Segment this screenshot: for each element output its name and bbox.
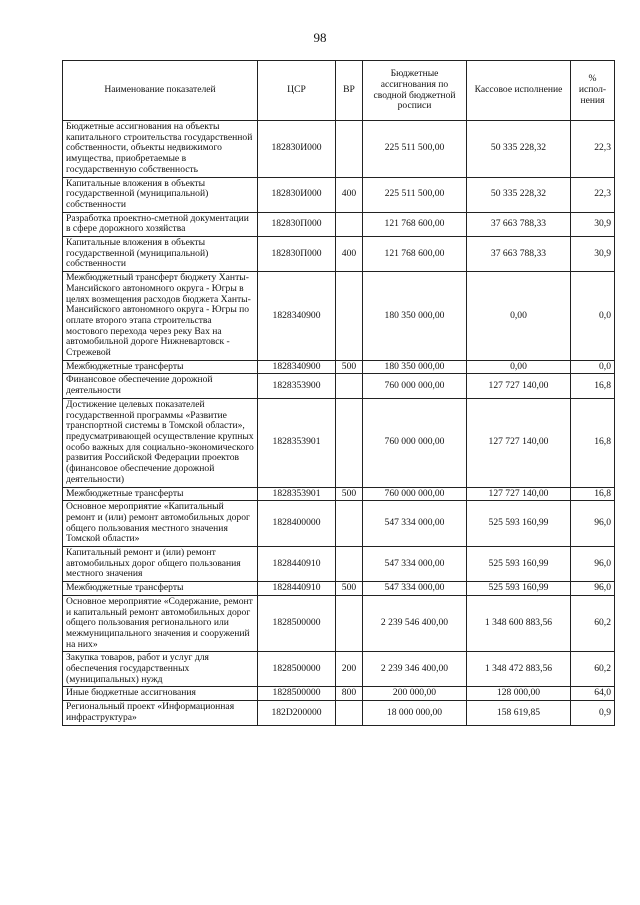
row-execution: 128 000,00: [467, 687, 571, 701]
row-vr: [336, 701, 363, 725]
row-name: Межбюджетные трансферты: [63, 582, 258, 596]
row-vr: 500: [336, 360, 363, 374]
row-csr: 1828340900: [258, 360, 336, 374]
row-name: Региональный проект «Информационная инфраструктура»: [63, 701, 258, 725]
row-name: Разработка проектно-сметной документации в сфере дорожного хозяйства: [63, 212, 258, 236]
row-vr: [336, 374, 363, 398]
row-execution: 1 348 600 883,56: [467, 595, 571, 652]
row-budget: 547 334 000,00: [363, 547, 467, 582]
row-percent: 60,2: [571, 595, 615, 652]
table-row: [63, 487, 615, 501]
row-budget: 180 350 000,00: [363, 360, 467, 374]
row-percent: 16,8: [571, 374, 615, 398]
row-csr: 1828500000: [258, 595, 336, 652]
row-name: Капитальные вложения в объекты государственной (муниципальной) собственности: [63, 237, 258, 272]
row-execution: 1 348 472 883,56: [467, 652, 571, 687]
row-csr: 1828440910: [258, 547, 336, 582]
row-vr: 200: [336, 652, 363, 687]
row-percent: 30,9: [571, 212, 615, 236]
row-percent: 30,9: [571, 237, 615, 272]
row-percent: 16,8: [571, 487, 615, 501]
page-number: 98: [313, 30, 327, 45]
row-budget: 760 000 000,00: [363, 374, 467, 398]
row-name: Капитальный ремонт и (или) ремонт автомобильных дорог общего пользования местного значения: [63, 547, 258, 582]
row-budget: 2 239 546 400,00: [363, 595, 467, 652]
row-percent: 64,0: [571, 687, 615, 701]
row-execution: 0,00: [467, 360, 571, 374]
row-execution: 525 593 160,99: [467, 582, 571, 596]
row-budget: 225 511 500,00: [363, 177, 467, 212]
row-budget: 18 000 000,00: [363, 701, 467, 725]
row-percent: 0,9: [571, 701, 615, 725]
row-csr: 1828500000: [258, 652, 336, 687]
row-execution: 525 593 160,99: [467, 501, 571, 547]
row-execution: 0,00: [467, 272, 571, 361]
row-execution: 127 727 140,00: [467, 374, 571, 398]
row-name: Бюджетные ассигнования на объекты капитального строительства государственной собственности, объекты недвижимого имущества, приобретаемые в государственную собственность: [63, 121, 258, 178]
budget-execution-table: [62, 60, 615, 726]
header-budget: Бюджетные ассигнования по сводной бюджетной росписи: [363, 61, 467, 121]
row-budget: 760 000 000,00: [363, 398, 467, 487]
row-csr: 182830И000: [258, 177, 336, 212]
row-csr: 182D200000: [258, 701, 336, 725]
table-row: [63, 374, 615, 398]
header-vr: ВР: [336, 61, 363, 121]
row-csr: 1828353901: [258, 487, 336, 501]
row-budget: 200 000,00: [363, 687, 467, 701]
row-execution: 158 619,85: [467, 701, 571, 725]
row-csr: 1828440910: [258, 582, 336, 596]
row-csr: 1828400000: [258, 501, 336, 547]
row-execution: 50 335 228,32: [467, 121, 571, 178]
row-vr: 500: [336, 582, 363, 596]
row-name: Межбюджетные трансферты: [63, 360, 258, 374]
row-csr: 1828340900: [258, 272, 336, 361]
row-csr: 182830П000: [258, 237, 336, 272]
row-csr: 1828353900: [258, 374, 336, 398]
header-execution: Кассовое исполнение: [467, 61, 571, 121]
row-vr: [336, 547, 363, 582]
table-row: [63, 177, 615, 212]
row-budget: 180 350 000,00: [363, 272, 467, 361]
row-budget: 547 334 000,00: [363, 582, 467, 596]
table-row: [63, 121, 615, 178]
header-name: Наименование показателей: [63, 61, 258, 121]
row-budget: 2 239 346 400,00: [363, 652, 467, 687]
row-name: Межбюджетные трансферты: [63, 487, 258, 501]
row-percent: 0,0: [571, 360, 615, 374]
table-row: [63, 652, 615, 687]
header-percent: % испол-нения: [571, 61, 615, 121]
row-percent: 16,8: [571, 398, 615, 487]
row-execution: 127 727 140,00: [467, 487, 571, 501]
row-vr: [336, 212, 363, 236]
row-csr: 1828353901: [258, 398, 336, 487]
row-name: Достижение целевых показателей государственной программы «Развитие транспортной системы в Томской области», предусматривающей осуществление крупных особо важных для социально-экономического развития Российской Федерации проектов (финансовое обеспечение дорожной деятельности): [63, 398, 258, 487]
row-execution: 127 727 140,00: [467, 398, 571, 487]
table-row: [63, 595, 615, 652]
row-csr: 182830П000: [258, 212, 336, 236]
row-execution: 50 335 228,32: [467, 177, 571, 212]
table-row: [63, 501, 615, 547]
row-name: Закупка товаров, работ и услуг для обеспечения государственных (муниципальных) нужд: [63, 652, 258, 687]
row-name: Иные бюджетные ассигнования: [63, 687, 258, 701]
row-csr: 182830И000: [258, 121, 336, 178]
row-csr: 1828500000: [258, 687, 336, 701]
row-execution: 525 593 160,99: [467, 547, 571, 582]
table-row: [63, 582, 615, 596]
row-name: Основное мероприятие «Содержание, ремонт и капитальный ремонт автомобильных дорог общего пользования регионального или межмуниципального значения и сооружений на них»: [63, 595, 258, 652]
row-percent: 96,0: [571, 501, 615, 547]
row-vr: [336, 121, 363, 178]
row-name: Капитальные вложения в объекты государственной (муниципальной) собственности: [63, 177, 258, 212]
row-percent: 96,0: [571, 547, 615, 582]
row-name: Финансовое обеспечение дорожной деятельности: [63, 374, 258, 398]
row-vr: [336, 398, 363, 487]
row-budget: 547 334 000,00: [363, 501, 467, 547]
row-vr: 400: [336, 237, 363, 272]
row-vr: [336, 272, 363, 361]
row-vr: 500: [336, 487, 363, 501]
row-budget: 121 768 600,00: [363, 237, 467, 272]
row-vr: [336, 501, 363, 547]
row-percent: 60,2: [571, 652, 615, 687]
table-header-row: [63, 61, 615, 121]
row-percent: 22,3: [571, 177, 615, 212]
row-vr: [336, 595, 363, 652]
table-row: [63, 272, 615, 361]
row-percent: 0,0: [571, 272, 615, 361]
row-execution: 37 663 788,33: [467, 237, 571, 272]
row-vr: 400: [336, 177, 363, 212]
table-row: [63, 701, 615, 725]
table-row: [63, 212, 615, 236]
table-row: [63, 398, 615, 487]
row-budget: 121 768 600,00: [363, 212, 467, 236]
row-budget: 225 511 500,00: [363, 121, 467, 178]
row-budget: 760 000 000,00: [363, 487, 467, 501]
row-execution: 37 663 788,33: [467, 212, 571, 236]
table-row: [63, 687, 615, 701]
table-row: [63, 237, 615, 272]
row-vr: 800: [336, 687, 363, 701]
row-percent: 96,0: [571, 582, 615, 596]
header-csr: ЦСР: [258, 61, 336, 121]
row-name: Основное мероприятие «Капитальный ремонт и (или) ремонт автомобильных дорог общего пользования местного значения Томской области»: [63, 501, 258, 547]
table-row: [63, 547, 615, 582]
row-name: Межбюджетный трансферт бюджету Ханты-Мансийского автономного округа - Югры в целях возмещения расходов бюджета Ханты-Мансийского автономного округа - Югры по оплате второго этапа строительства мостового перехода через реку Вах на автомобильной дороге Нижневартовск - Стрежевой: [63, 272, 258, 361]
row-percent: 22,3: [571, 121, 615, 178]
table-row: [63, 360, 615, 374]
